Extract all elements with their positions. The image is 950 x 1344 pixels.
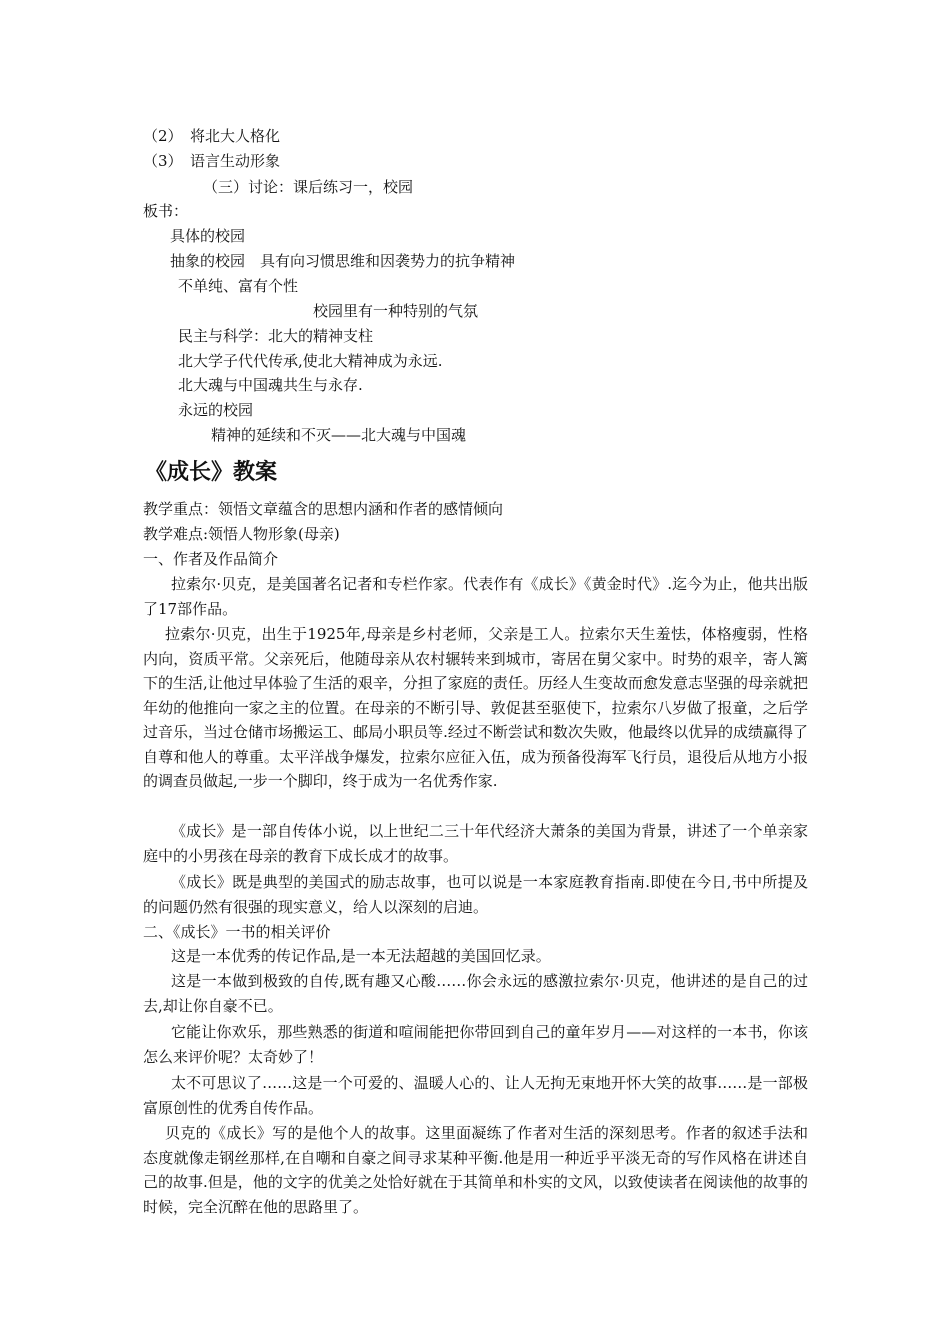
paragraph-book-meaning: 《成长》既是典型的美国式的励志故事，也可以说是一本家庭教育指南.即使在今日,书中所提及的问题仍然有很强的现实意义，给人以深刻的启迪。 [143, 873, 808, 916]
paragraph-review-4: 太不可思议了……这是一个可爱的、温暖人心的、让人无拘无束地开怀大笑的故事……是一部极富原创性的优秀自传作品。 [143, 1074, 808, 1117]
board-line-4: 校园里有一种特别的气氛 [313, 302, 479, 320]
teaching-focus: 教学重点：领悟文章蕴含的思想内涵和作者的感情倾向 [143, 500, 504, 518]
board-line-8: 永远的校园 [178, 401, 254, 419]
section-1-heading: 一、作者及作品简介 [143, 550, 279, 568]
paragraph-author-intro: 拉索尔·贝克，是美国著名记者和专栏作家。代表作有《成长》《黄金时代》.迄今为止，他共出版了17部作品。 [143, 575, 808, 618]
lesson-title: 《成长》教案 [145, 460, 278, 485]
board-line-6: 北大学子代代传承,使北大精神成为永远. [178, 352, 443, 370]
board-line-1: 具体的校园 [170, 227, 246, 245]
board-line-2: 抽象的校园 具有向习惯思维和因袭势力的抗争精神 [170, 252, 516, 270]
board-line-5: 民主与科学：北大的精神支柱 [178, 327, 374, 345]
paragraph-review-2: 这是一本做到极致的自传,既有趣又心酸……你会永远的感激拉索尔·贝克，他讲述的是自己的过去,却让你自豪不已。 [143, 972, 808, 1015]
board-label: 板书： [143, 202, 189, 220]
list-item-2: （2） 将北大人格化 [143, 127, 281, 145]
paragraph-review-3: 它能让你欢乐，那些熟悉的街道和喧闹能把你带回到自己的童年岁月——对这样的一本书，你该怎么来评价呢？太奇妙了！ [143, 1023, 808, 1066]
discussion-line: （三）讨论：课后练习一，校园 [203, 178, 414, 196]
list-item-3: （3） 语言生动形象 [143, 152, 281, 170]
board-line-3: 不单纯、富有个性 [178, 277, 299, 295]
board-line-7: 北大魂与中国魂共生与永存. [178, 376, 363, 394]
teaching-difficulty: 教学难点:领悟人物形象(母亲) [143, 525, 340, 543]
paragraph-review-1: 这是一本优秀的传记作品,是一本无法超越的美国回忆录。 [171, 947, 551, 965]
paragraph-review-5: 贝克的《成长》写的是他个人的故事。这里面凝练了作者对生活的深刻思考。作者的叙述手法和态度就像走钢丝那样,在自嘲和自豪之间寻求某种平衡.他是用一种近乎平淡无奇的写作风格在讲述自己的故事.但是，他的文字的优美之处恰好就在于其简单和朴实的文风，以致使读者在阅读他的故事的时候，完全沉醉在他的思路里了。 [143, 1124, 808, 1216]
board-line-9: 精神的延续和不灭——北大魂与中国魂 [211, 426, 467, 444]
paragraph-author-bio: 拉索尔·贝克，出生于1925年,母亲是乡村老师，父亲是工人。拉索尔天生羞怯，体格瘦弱，性格内向，资质平常。父亲死后，他随母亲从农村辗转来到城市，寄居在舅父家中。时势的艰辛，寄人篱下的生活,让他过早体验了生活的艰辛，分担了家庭的责任。历经人生变故而愈发意志坚强的母亲就把年幼的他推向一家之主的位置。在母亲的不断引导、敦促甚至驱使下，拉索尔八岁做了报童，之后学过音乐，当过仓储市场搬运工、邮局小职员等.经过不断尝试和数次失败，他最终以优异的成绩赢得了自尊和他人的尊重。太平洋战争爆发，拉索尔应征入伍，成为预备役海军飞行员，退役后从地方小报的调查员做起,一步一个脚印，终于成为一名优秀作家. [143, 625, 808, 790]
section-2-heading: 二、《成长》一书的相关评价 [143, 923, 331, 941]
paragraph-book-summary: 《成长》是一部自传体小说，以上世纪二三十年代经济大萧条的美国为背景，讲述了一个单亲家庭中的小男孩在母亲的教育下成长成才的故事。 [143, 822, 808, 865]
